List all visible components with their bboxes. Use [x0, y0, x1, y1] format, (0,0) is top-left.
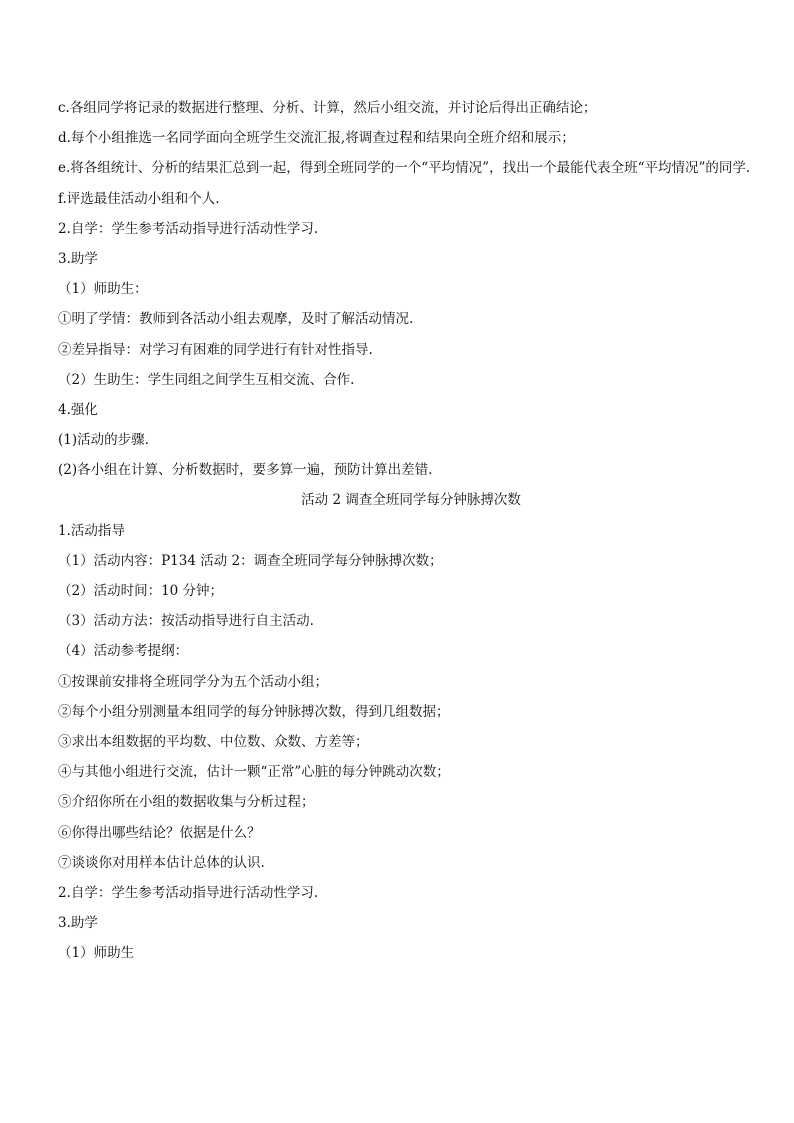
- text-line: （3）活动方法：按活动指导进行自主活动.: [58, 613, 314, 630]
- text-line: 2.自学：学生参考活动指导进行活动性学习.: [58, 220, 319, 237]
- text-line: 3.助学: [58, 250, 98, 267]
- text-line: 2.自学：学生参考活动指导进行活动性学习.: [58, 884, 319, 901]
- text-line: (1)活动的步骤.: [58, 432, 149, 449]
- text-line: （1）活动内容：P134 活动 2：调查全班同学每分钟脉搏次数；: [58, 552, 443, 569]
- text-line: ①按课前安排将全班同学分为五个活动小组；: [58, 673, 328, 690]
- text-line: （2）生助生：学生同组之间学生互相交流、合作.: [58, 371, 355, 388]
- text-line: (2)各小组在计算、分析数据时，要多算一遍，预防计算出差错.: [58, 462, 433, 479]
- text-line: e.将各组统计、分析的结果汇总到一起，得到全班同学的一个“平均情况”，找出一个最能代表全班“平均情况”的同学.: [58, 160, 751, 177]
- text-line: （2）活动时间：10 分钟；: [58, 583, 224, 600]
- text-line: ②每个小组分别测量本组同学的每分钟脉搏次数，得到几组数据；: [58, 703, 450, 720]
- document-body: [58, 93, 764, 968]
- text-line: 3.助学: [58, 915, 98, 932]
- text-line: （1）师助生: [58, 945, 135, 962]
- text-line: c.各组同学将记录的数据进行整理、分析、计算，然后小组交流，并讨论后得出正确结论；: [58, 100, 597, 116]
- text-line: ①明了学情：教师到各活动小组去观摩，及时了解活动情况.: [58, 311, 414, 328]
- text-line: 4.强化: [58, 401, 98, 418]
- text-line: ④与其他小组进行交流，估计一颗“正常”心脏的每分钟跳动次数；: [58, 764, 450, 781]
- text-line: d.每个小组推选一名同学面向全班学生交流汇报,将调查过程和结果向全班介绍和展示；: [58, 130, 575, 147]
- text-line: （1）师助生：: [58, 281, 148, 298]
- text-line: f.评选最佳活动小组和个人.: [58, 190, 220, 207]
- text-line: ③求出本组数据的平均数、中位数、众数、方差等；: [58, 733, 369, 750]
- text-line: ⑥你得出哪些结论？依据是什么？: [58, 824, 261, 841]
- text-line: ⑤介绍你所在小组的数据收集与分析过程；: [58, 794, 315, 811]
- text-line: ②差异指导：对学习有困难的同学进行有针对性指导.: [58, 341, 373, 358]
- text-line: ⑦谈谈你对用样本估计总体的认识.: [58, 854, 265, 871]
- text-line: （4）活动参考提纲：: [58, 643, 189, 660]
- section-heading: 活动 2 调查全班同学每分钟脉搏次数: [301, 492, 521, 509]
- text-line: 1.活动指导: [58, 522, 125, 539]
